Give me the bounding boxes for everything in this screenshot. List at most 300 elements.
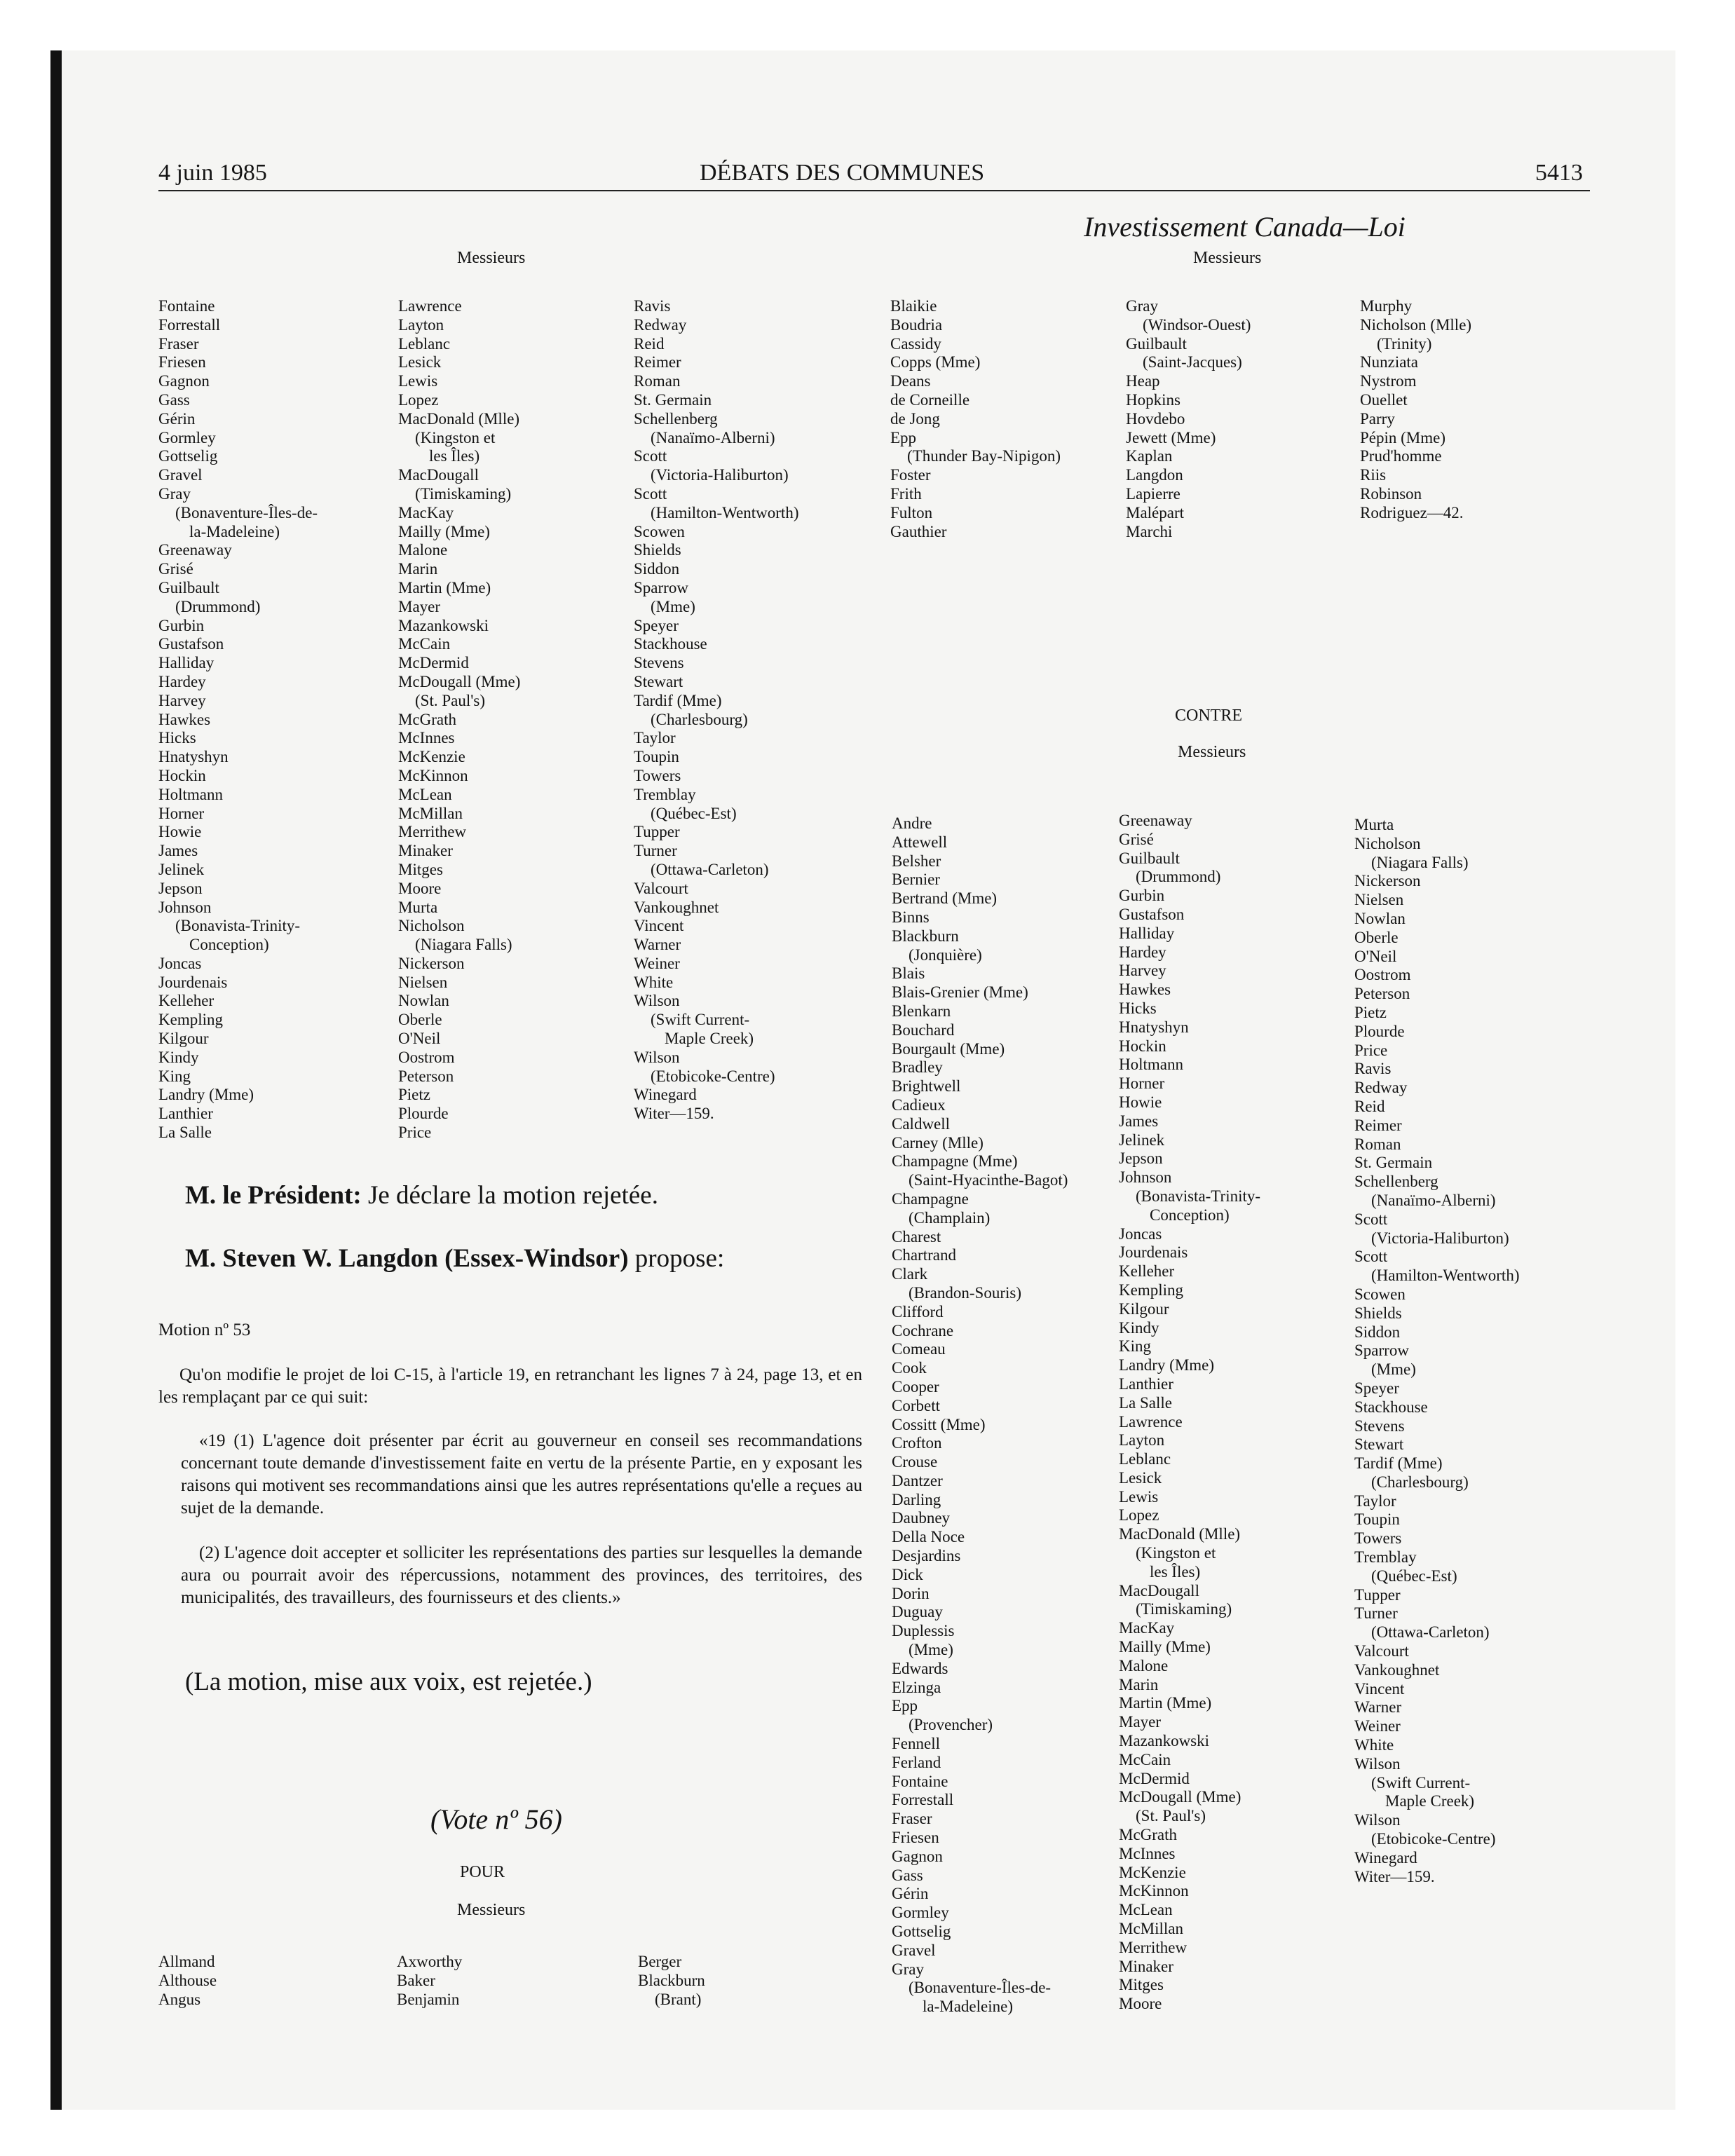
member-name: Guilbault (158, 578, 219, 596)
vote-title: (Vote nº 56) (430, 1803, 562, 1835)
member-name: (Ottawa-Carleton) (651, 860, 769, 878)
member-name: Mazankowski (1119, 1732, 1210, 1750)
member-name: Bertrand (Mme) (892, 889, 998, 908)
vote-pour-messieurs: Messieurs (457, 1901, 526, 1919)
header-publication: DÉBATS DES COMMUNES (700, 160, 985, 186)
member-name: Cooper (892, 1377, 939, 1396)
member-name: O'Neil (1354, 947, 1397, 965)
member-name: Joncas (158, 954, 202, 972)
member-name: Kempling (158, 1011, 223, 1029)
member-name: Scott (634, 484, 667, 503)
member-name: Jourdenais (158, 973, 228, 991)
member-name: Witer—159. (1354, 1867, 1435, 1885)
member-name: Gurbin (158, 616, 205, 634)
member-name: Maple Creek) (665, 1030, 754, 1048)
prev-vote-column-1 (158, 297, 318, 1142)
member-name: Towers (634, 766, 681, 784)
member-name: Hicks (1119, 999, 1157, 1017)
member-name: Merrithew (398, 823, 467, 841)
member-name: Howie (158, 823, 202, 841)
member-name: (Windsor-Ouest) (1143, 315, 1251, 334)
member-name: Corbett (892, 1396, 940, 1414)
member-name: Gustafson (158, 635, 224, 653)
member-name: Hawkes (158, 710, 211, 728)
member-name: Winegard (1354, 1848, 1417, 1867)
member-name: Clark (892, 1265, 928, 1283)
member-name: Taylor (1354, 1492, 1396, 1510)
member-name: Caldwell (892, 1114, 951, 1133)
contre-messieurs: Messieurs (1178, 743, 1246, 761)
member-name: Roman (634, 372, 681, 390)
member-name: Nicholson (Mlle) (1360, 315, 1472, 334)
member-name: Guilbault (1119, 849, 1180, 867)
member-name: Champagne (892, 1189, 969, 1208)
member-name: Gérin (892, 1885, 929, 1903)
member-name: Epp (892, 1697, 918, 1715)
member-name: White (1354, 1736, 1394, 1754)
member-name: Turner (634, 842, 677, 860)
member-name: (Bonaventure-Îles-de- (175, 503, 318, 521)
member-name: Cassidy (890, 334, 941, 353)
member-name: Witer—159. (634, 1105, 714, 1123)
member-name: Lopez (1119, 1506, 1159, 1524)
member-name: Hicks (158, 729, 196, 747)
member-name: McLean (1119, 1901, 1173, 1919)
member-name: Sparrow (1354, 1342, 1409, 1360)
member-name: Charest (892, 1227, 941, 1246)
member-name: Roman (1354, 1135, 1401, 1153)
member-name: Cossitt (Mme) (892, 1415, 986, 1433)
member-name: (Mme) (1371, 1360, 1416, 1379)
member-name: Friesen (892, 1829, 939, 1847)
member-name: Tremblay (1354, 1548, 1417, 1567)
member-name: (Québec-Est) (651, 804, 737, 822)
member-name: Wilson (634, 992, 680, 1010)
member-name: Cook (892, 1359, 927, 1377)
member-name: White (634, 973, 674, 991)
member-name: Weiner (634, 954, 680, 972)
member-name: Towers (1354, 1529, 1402, 1548)
member-name: (Bonaventure-Îles-de- (909, 1979, 1052, 1997)
member-name: Redway (1354, 1079, 1408, 1097)
member-name: Ravis (634, 297, 671, 315)
member-name: (Swift Current- (651, 1011, 750, 1029)
member-name: Martin (Mme) (1119, 1694, 1212, 1712)
member-name: (Nanaïmo-Alberni) (651, 428, 775, 446)
member-name: Leblanc (398, 334, 451, 353)
member-name: MacDougall (398, 466, 479, 484)
member-name: Darling (892, 1490, 941, 1508)
prev-vote-column-2 (398, 297, 520, 1142)
member-name: Vincent (634, 917, 684, 935)
member-name: Blackburn (892, 927, 959, 945)
member-name: (Victoria-Haliburton) (651, 466, 789, 484)
member-name: Gravel (892, 1941, 936, 1959)
member-name: (Saint-Jacques) (1143, 353, 1242, 371)
ruling-text: Je déclare la motion rejetée. (367, 1181, 658, 1210)
member-name: Stewart (1354, 1435, 1404, 1454)
member-name: Valcourt (634, 879, 688, 897)
member-name: Greenaway (1119, 812, 1192, 829)
member-name: Kilgour (158, 1030, 209, 1048)
member-name: Fulton (890, 503, 933, 521)
proposal-text: propose: (634, 1244, 725, 1273)
member-name: (Etobicoke-Centre) (1371, 1830, 1496, 1848)
member-name: Vankoughnet (634, 898, 719, 916)
contre-column-1 (892, 814, 1068, 2017)
member-name: (Champlain) (909, 1208, 991, 1227)
member-name: (Kingston et (415, 428, 496, 446)
member-name: Gray (892, 1960, 924, 1978)
member-name: Price (398, 1124, 432, 1142)
member-name: Stackhouse (1354, 1398, 1428, 1416)
member-name: Tupper (1354, 1585, 1401, 1604)
member-name: (Etobicoke-Centre) (651, 1067, 775, 1085)
member-name: Gravel (158, 466, 203, 484)
member-name: Siddon (634, 560, 680, 578)
member-name: Kindy (1119, 1318, 1159, 1337)
member-name: Jourdenais (1119, 1243, 1188, 1262)
member-name: Hardey (158, 672, 206, 690)
prev-vote-column-6 (1360, 297, 1471, 523)
member-name: Gagnon (158, 372, 210, 390)
member-name: King (1119, 1337, 1151, 1356)
member-name: Marchi (1126, 522, 1173, 540)
member-name: Jelinek (158, 860, 205, 878)
member-name: Jepson (1119, 1149, 1163, 1168)
member-name: (Hamilton-Wentworth) (651, 503, 799, 521)
member-name: Clifford (892, 1302, 944, 1321)
member-name: Mailly (Mme) (1119, 1638, 1211, 1656)
member-name: McDermid (398, 654, 469, 672)
member-name: Leblanc (1119, 1450, 1171, 1468)
member-name: Dantzer (892, 1471, 943, 1489)
member-name: (Swift Current- (1371, 1773, 1471, 1792)
member-name: Daubney (892, 1509, 951, 1527)
member-name: (Charlesbourg) (651, 710, 748, 728)
member-name: Landry (Mme) (158, 1086, 254, 1104)
member-name: Pietz (1354, 1003, 1387, 1021)
motion-paragraph-3: (2) L'agence doit accepter et solliciter les représentations des parties sur lesquelles la demande aura ou pourrait avoir des répercussions, notamment des provinces, des territoires, des municipalités, des travailleurs, des fournisseurs et des clients.» (181, 1543, 862, 1607)
member-name: Fennell (892, 1735, 940, 1753)
member-name: Fontaine (158, 297, 215, 315)
member-name: (Brandon-Souris) (909, 1283, 1021, 1302)
member-name: Gottselig (892, 1923, 951, 1941)
member-name: Turner (1354, 1604, 1398, 1623)
ruling-speaker: M. le Président: (185, 1181, 362, 1210)
member-name: McDermid (1119, 1769, 1190, 1787)
member-name: Guilbault (1126, 334, 1187, 353)
member-name: O'Neil (398, 1030, 441, 1048)
member-name: Gustafson (1119, 905, 1185, 923)
member-name: Belsher (892, 852, 941, 870)
member-name: James (1119, 1112, 1159, 1130)
member-name: Layton (1119, 1431, 1165, 1449)
member-name: Nielsen (1354, 891, 1404, 909)
member-name: Vankoughnet (1354, 1660, 1440, 1679)
member-name: Rodriguez—42. (1360, 503, 1464, 521)
member-name: Brightwell (892, 1077, 961, 1096)
member-name: Robinson (1360, 484, 1422, 503)
member-name: Schellenberg (1354, 1173, 1438, 1191)
member-name: Scott (634, 447, 667, 465)
member-name: St. Germain (1354, 1154, 1433, 1172)
member-name: Frith (890, 484, 922, 503)
pour-column-1 (158, 1953, 217, 2009)
member-name: Peterson (398, 1067, 454, 1085)
member-name: Althouse (158, 1971, 217, 1989)
member-name: Oberle (1354, 928, 1399, 946)
member-name: Jepson (158, 879, 203, 897)
member-name: Shields (634, 541, 681, 559)
member-name: Hnatyshyn (1119, 1018, 1189, 1036)
member-name: (Québec-Est) (1371, 1567, 1457, 1585)
member-name: Chartrand (892, 1246, 956, 1264)
member-name: Heap (1126, 372, 1160, 390)
member-name: Maple Creek) (1385, 1792, 1475, 1810)
member-name: Fontaine (892, 1772, 948, 1790)
member-name: McGrath (1119, 1826, 1178, 1844)
member-name: Redway (634, 315, 687, 334)
member-name: Cadieux (892, 1096, 946, 1114)
member-name: Johnson (158, 898, 212, 916)
member-name: Toupin (1354, 1510, 1400, 1529)
member-name: Speyer (1354, 1379, 1399, 1397)
motion-result: (La motion, mise aux voix, est rejetée.) (185, 1667, 592, 1696)
member-name: Comeau (892, 1340, 946, 1358)
member-name: Lewis (398, 372, 438, 390)
member-name: Lapierre (1126, 484, 1181, 503)
member-name: Fraser (158, 334, 199, 353)
member-name: (Brant) (655, 1990, 702, 2008)
member-name: McCain (1119, 1750, 1171, 1768)
member-name: Valcourt (1354, 1642, 1409, 1660)
prev-vote-heading-right: Messieurs (1193, 249, 1262, 267)
member-name: de Corneille (890, 390, 970, 409)
member-name: (Bonavista-Trinity- (1136, 1187, 1261, 1205)
member-name: Gérin (158, 409, 196, 428)
member-name: Kelleher (1119, 1262, 1175, 1281)
motion-label: Motion nº 53 (158, 1321, 251, 1339)
member-name: (Timiskaming) (415, 484, 512, 503)
member-name: Crofton (892, 1434, 942, 1452)
member-name: Hnatyshyn (158, 748, 229, 766)
member-name: Langdon (1126, 466, 1183, 484)
member-name: Murta (398, 898, 438, 916)
member-name: Axworthy (397, 1953, 463, 1970)
motion-paragraph-2: «19 (1) L'agence doit présenter par écrit au gouverneur en conseil ses recommandations concernant toute demande d'investissement faite en vertu de la présente Partie, en y exposant les raisons qui motivent ses recommandations ainsi que les autres représentations qu'elle a reçues au sujet de la demande. (181, 1431, 862, 1517)
member-name: Mitges (398, 860, 443, 878)
member-name: Dorin (892, 1584, 930, 1602)
member-name: Grisé (158, 560, 193, 578)
member-name: Mayer (398, 597, 441, 615)
member-name: les Îles) (429, 447, 480, 465)
member-name: Stevens (1354, 1417, 1405, 1435)
member-name: Malépart (1126, 503, 1185, 521)
member-name: Johnson (1119, 1168, 1172, 1187)
member-name: McMillan (398, 804, 463, 822)
member-name: Plourde (1354, 1022, 1405, 1040)
member-name: Oostrom (398, 1048, 455, 1066)
member-name: Scott (1354, 1248, 1388, 1266)
member-name: King (158, 1067, 191, 1085)
member-name: Binns (892, 908, 930, 926)
member-name: (Charlesbourg) (1371, 1473, 1469, 1491)
member-name: MacKay (1119, 1619, 1175, 1637)
member-name: Nielsen (398, 973, 448, 991)
member-name: Deans (890, 372, 931, 390)
member-name: McKenzie (398, 748, 465, 766)
member-name: James (158, 842, 198, 860)
member-name: Scowen (634, 522, 685, 540)
member-name: (Timiskaming) (1136, 1600, 1232, 1618)
member-name: Winegard (634, 1086, 697, 1104)
member-name: les Îles) (1150, 1562, 1201, 1581)
member-name: Conception) (1150, 1206, 1230, 1224)
section-title: Investissement Canada—Loi (1084, 211, 1406, 243)
member-name: Malone (1119, 1656, 1169, 1674)
member-name: Landry (Mme) (1119, 1356, 1215, 1374)
member-name: Minaker (1119, 1957, 1173, 1975)
member-name: Lawrence (398, 297, 462, 315)
member-name: (Victoria-Haliburton) (1371, 1229, 1509, 1247)
member-name: Harvey (158, 691, 206, 709)
member-name: McKenzie (1119, 1863, 1186, 1881)
member-name: Oberle (398, 1011, 442, 1029)
member-name: Vincent (1354, 1679, 1405, 1698)
member-name: Scott (1354, 1210, 1388, 1228)
member-name: Prud'homme (1360, 447, 1442, 465)
member-name: Lesick (398, 353, 442, 371)
member-name: Ferland (892, 1753, 941, 1771)
member-name: (Mme) (651, 597, 695, 615)
member-name: Stewart (634, 672, 683, 690)
member-name: Layton (398, 315, 444, 334)
member-name: Edwards (892, 1659, 948, 1677)
member-name: Tremblay (634, 785, 696, 803)
member-name: Hockin (158, 766, 206, 784)
member-name: la-Madeleine) (923, 1998, 1013, 2016)
member-name: Nunziata (1360, 353, 1419, 371)
member-name: Blais (892, 964, 925, 983)
member-name: Tardif (Mme) (1354, 1454, 1443, 1473)
member-name: Harvey (1119, 962, 1166, 980)
member-name: Stevens (634, 654, 684, 672)
member-name: Reimer (634, 353, 681, 371)
contre-column-2 (1119, 812, 1260, 2014)
member-name: (Niagara Falls) (1371, 853, 1469, 871)
member-name: Nicholson (398, 917, 465, 935)
member-name: Attewell (892, 833, 948, 851)
member-name: McDougall (Mme) (1119, 1788, 1241, 1806)
member-name: MacDonald (Mlle) (1119, 1525, 1241, 1543)
member-name: Plourde (398, 1105, 449, 1123)
member-name: Minaker (398, 842, 453, 860)
member-name: Nicholson (1354, 834, 1421, 852)
member-name: MacDonald (Mlle) (398, 409, 520, 428)
member-name: Halliday (158, 654, 215, 672)
member-name: Lanthier (1119, 1374, 1173, 1393)
member-name: Scowen (1354, 1285, 1406, 1303)
pour-column-3 (638, 1953, 705, 2009)
member-name: McKinnon (398, 766, 468, 784)
member-name: Schellenberg (634, 409, 718, 428)
member-name: Allmand (158, 1953, 215, 1970)
member-name: Pietz (398, 1086, 430, 1104)
prev-vote-column-4 (890, 297, 1061, 541)
member-name: Angus (158, 1990, 201, 2008)
member-name: Marin (398, 560, 438, 578)
member-name: Shields (1354, 1304, 1402, 1322)
header-rule (158, 190, 1590, 191)
member-name: Fraser (892, 1810, 932, 1828)
member-name: de Jong (890, 409, 940, 428)
member-name: Ravis (1354, 1060, 1392, 1078)
member-name: Parry (1360, 409, 1395, 428)
member-name: Forrestall (158, 315, 221, 334)
member-name: Gauthier (890, 522, 947, 540)
member-name: Mazankowski (398, 616, 489, 634)
contre-column-3 (1354, 816, 1519, 1886)
member-name: Jelinek (1119, 1131, 1165, 1149)
member-name: Friesen (158, 353, 206, 371)
member-name: (St. Paul's) (415, 691, 485, 709)
member-name: Kindy (158, 1048, 199, 1066)
member-name: McInnes (1119, 1844, 1176, 1862)
member-name: Gurbin (1119, 887, 1165, 905)
member-name: Bouchard (892, 1021, 955, 1039)
member-name: (Nanaïmo-Alberni) (1371, 1191, 1496, 1209)
member-name: Kelleher (158, 992, 215, 1010)
member-name: Benjamin (397, 1990, 460, 2008)
member-name: Hawkes (1119, 981, 1171, 999)
member-name: Joncas (1119, 1224, 1162, 1243)
member-name: La Salle (158, 1124, 212, 1142)
member-name: Murphy (1360, 297, 1413, 315)
header-page-number: 5413 (1535, 160, 1583, 186)
member-name: MacKay (398, 503, 454, 521)
member-name: Reid (634, 334, 665, 353)
member-name: Moore (398, 879, 442, 897)
member-name: Wilson (1354, 1754, 1401, 1773)
member-name: McMillan (1119, 1920, 1183, 1938)
member-name: Berger (638, 1953, 682, 1970)
member-name: Nystrom (1360, 372, 1417, 390)
member-name: Epp (890, 428, 917, 446)
member-name: Warner (1354, 1698, 1402, 1717)
member-name: Ouellet (1360, 390, 1408, 409)
member-name: Gormley (892, 1904, 949, 1922)
member-name: Andre (892, 814, 932, 832)
member-name: Horner (1119, 1074, 1165, 1093)
member-name: Merrithew (1119, 1938, 1188, 1956)
member-name: Speyer (634, 616, 679, 634)
member-name: Nowlan (398, 992, 449, 1010)
member-name: Lewis (1119, 1487, 1159, 1506)
member-name: Kaplan (1126, 447, 1173, 465)
member-name: MacDougall (1119, 1581, 1199, 1599)
proposal-speaker: M. Steven W. Langdon (Essex-Windsor) (185, 1244, 629, 1273)
member-name: Blackburn (638, 1971, 705, 1989)
member-name: Gottselig (158, 447, 218, 465)
member-name: Halliday (1119, 924, 1175, 942)
member-name: Hardey (1119, 943, 1166, 961)
member-name: Nickerson (398, 954, 465, 972)
member-name: Marin (1119, 1675, 1159, 1693)
member-name: Blenkarn (892, 1002, 951, 1020)
member-name: Nowlan (1354, 909, 1406, 927)
member-name: Lawrence (1119, 1412, 1183, 1431)
